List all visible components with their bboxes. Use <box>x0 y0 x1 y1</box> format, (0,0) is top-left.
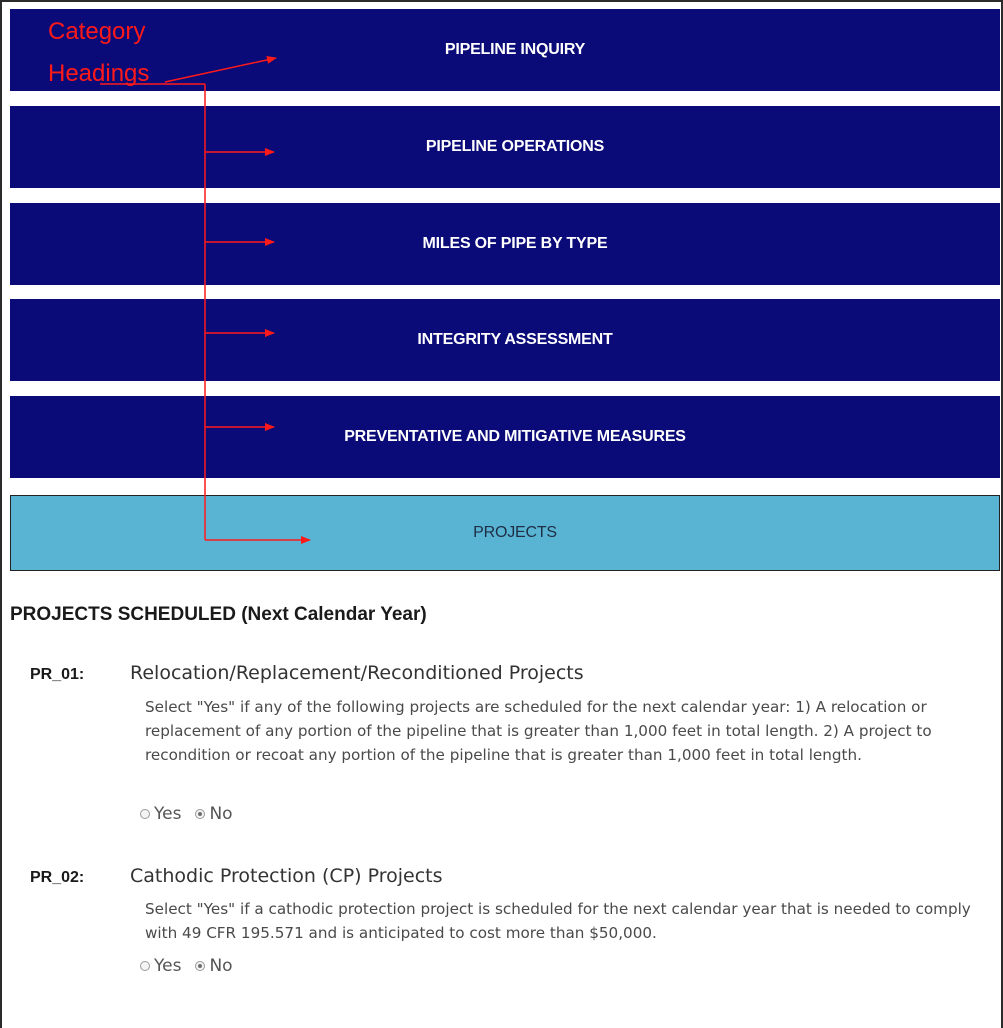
radio-button-yes[interactable] <box>140 961 150 971</box>
radio-yes[interactable] <box>140 956 181 976</box>
category-projects[interactable] <box>10 495 1000 571</box>
category-pipeline-inquiry[interactable] <box>10 9 1000 91</box>
radio-group-pr02 <box>140 956 247 976</box>
radio-label-yes: Yes <box>154 956 182 976</box>
category-label: PIPELINE OPERATIONS <box>425 138 605 155</box>
category-miles-of-pipe-by-type[interactable] <box>10 203 1000 285</box>
question-code: PR_01: <box>30 666 85 683</box>
category-label: INTEGRITY ASSESSMENT <box>417 331 613 348</box>
category-label: MILES OF PIPE BY TYPE <box>422 235 608 252</box>
radio-label-no: No <box>209 804 233 824</box>
category-pipeline-operations[interactable] <box>10 106 1000 188</box>
radio-button-no-selected[interactable] <box>195 809 205 819</box>
category-label: PROJECTS <box>473 524 557 541</box>
category-integrity-assessment[interactable] <box>10 299 1000 381</box>
question-description: Select "Yes" if a cathodic protection project is scheduled for the next calendar year that is needed to comply with 49 CFR 195.571 and is anticipated to cost more than $50,000. <box>145 900 971 942</box>
question-title: Relocation/Replacement/Reconditioned Projects <box>130 662 584 684</box>
category-label: PIPELINE INQUIRY <box>444 41 586 58</box>
annotation-label-line1: Category <box>48 18 146 45</box>
question-description: Select "Yes" if any of the following projects are scheduled for the next calendar year: 1) A relocation or replacement of any portion of the pipeline that is greater than 1,000 feet in total length. 2) A project to recondition or recoat any portion of the pipeline that is greater than 1,000 feet in total length. <box>145 698 932 764</box>
category-label: PREVENTATIVE AND MITIGATIVE MEASURES <box>344 428 686 445</box>
radio-button-yes[interactable] <box>140 809 150 819</box>
radio-label-no: No <box>209 956 233 976</box>
section-title: PROJECTS SCHEDULED (Next Calendar Year) <box>10 604 427 625</box>
radio-no[interactable] <box>195 804 232 824</box>
radio-button-no-selected[interactable] <box>195 961 205 971</box>
category-preventative-and-mitigative-measures[interactable] <box>10 396 1000 478</box>
radio-group-pr01 <box>140 804 247 824</box>
question-title: Cathodic Protection (CP) Projects <box>130 865 443 887</box>
radio-no[interactable] <box>195 956 232 976</box>
radio-label-yes: Yes <box>154 804 182 824</box>
radio-yes[interactable] <box>140 804 181 824</box>
annotation-label-line2: Headings <box>48 60 150 87</box>
question-code: PR_02: <box>30 869 85 886</box>
